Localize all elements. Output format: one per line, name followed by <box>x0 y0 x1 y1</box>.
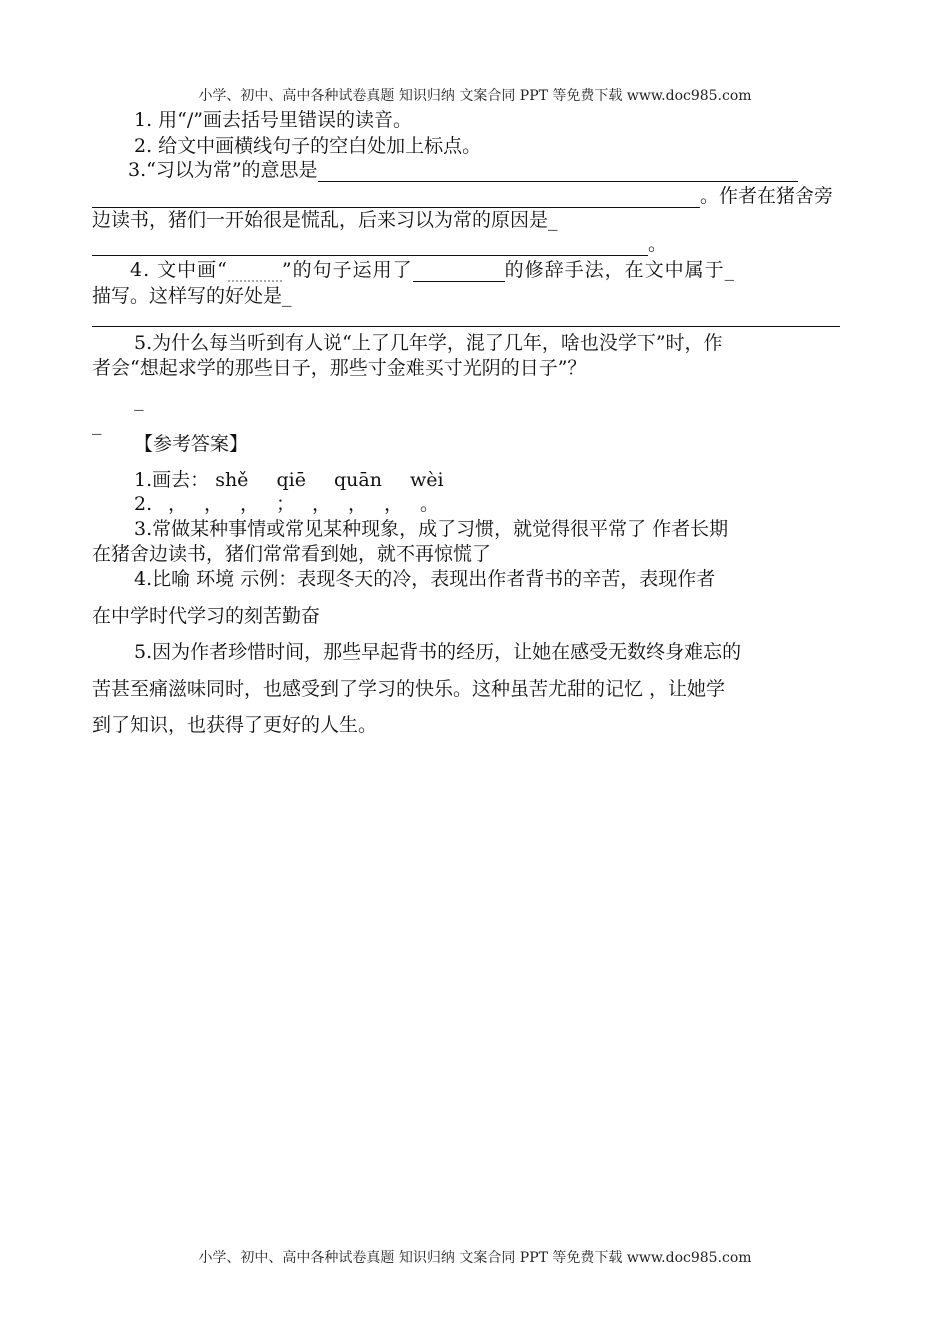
answer-3: 3.常做某种事情或常见某种现象，成了习惯，就觉得很平常了 作者长期 <box>134 518 729 540</box>
answer-blank: _ <box>92 413 102 435</box>
answer-3-text: 在猪舍边读书，猪们常常看到她，就不再惊慌了 <box>92 543 492 565</box>
punctuation-mark: ， <box>384 493 404 515</box>
question-3-line4 <box>92 232 667 256</box>
punctuation-mark: ， <box>240 493 260 515</box>
answer-blank <box>318 161 798 182</box>
wavy-underline-mark <box>228 264 282 282</box>
answer-5-text: 苦甚至痛滋味同时，也感受到了学习的快乐。这种虽苦尤甜的记忆 ，让她学 <box>92 678 726 700</box>
answer-blank <box>92 187 700 208</box>
punctuation-mark: 。 <box>420 493 440 515</box>
question-4-text: 描写。这样写的好处是_ <box>92 285 292 307</box>
answer-5-text: 到了知识，也获得了更好的人生。 <box>92 714 378 736</box>
answer-1 <box>134 468 466 492</box>
pinyin: quān <box>334 469 382 491</box>
answer-blank: _ <box>134 389 144 411</box>
punctuation-mark: ， <box>348 493 368 515</box>
pinyin: wèi <box>410 469 444 491</box>
answer-4-text: 在中学时代学习的刻苦勤奋 <box>92 605 321 627</box>
question-5: 5.为什么每当听到有人说“上了几年学，混了几年，啥也没学下”时，作 <box>134 332 723 354</box>
question-3-text: 边读书，猪们一开始很是慌乱，后来习以为常的原因是_ <box>92 209 558 231</box>
question-3-text: 3.“习以为常”的意思是 <box>128 159 318 181</box>
answers-heading: 【参考答案】 <box>134 433 249 455</box>
question-1: 1. 用“/”画去括号里错误的读音。 <box>134 109 412 131</box>
question-3-text: 。 <box>648 233 668 255</box>
answer-blank <box>92 235 648 256</box>
pinyin: shě <box>215 469 249 491</box>
page-footer: 小学、初中、高中各种试卷真题 知识归纳 文案合同 PPT 等免费下载 www.doc985.com <box>198 1250 752 1266</box>
answer-5: 5.因为作者珍惜时间，那些早起背书的经历，让她在感受无数终身难忘的 <box>134 641 742 663</box>
question-4-text: 4. 文中画“ <box>130 259 228 281</box>
question-4-text: 的修辞手法，在文中属于_ <box>504 259 736 281</box>
question-3 <box>128 158 798 182</box>
question-3-text: 。作者在猪舍旁 <box>700 185 834 207</box>
answer-1-label: 1.画去： <box>134 469 210 491</box>
answer-blank <box>413 261 505 282</box>
punctuation-mark: ， <box>204 493 224 515</box>
question-4-text: ”的句子运用了 <box>281 259 413 281</box>
question-3-line2 <box>92 184 833 208</box>
question-5-text: 者会“想起求学的那些日子，那些寸金难买寸光阴的日子”？ <box>92 357 587 379</box>
answer-4: 4.比喻 环境 示例：表现冬天的冷，表现出作者背书的辛苦，表现作者 <box>134 568 716 590</box>
pinyin: qiē <box>276 469 306 491</box>
punctuation-mark: ， <box>312 493 332 515</box>
page-header: 小学、初中、高中各种试卷真题 知识归纳 文案合同 PPT 等免费下载 www.doc985.com <box>198 88 752 104</box>
question-4 <box>130 258 735 282</box>
question-2: 2. 给文中画横线句子的空白处加上标点。 <box>134 135 482 157</box>
answer-blank <box>92 326 840 327</box>
answer-2 <box>134 492 456 516</box>
punctuation-mark: ， <box>168 493 188 515</box>
answer-2-label: 2. <box>134 493 153 515</box>
punctuation-mark: ； <box>276 493 296 515</box>
